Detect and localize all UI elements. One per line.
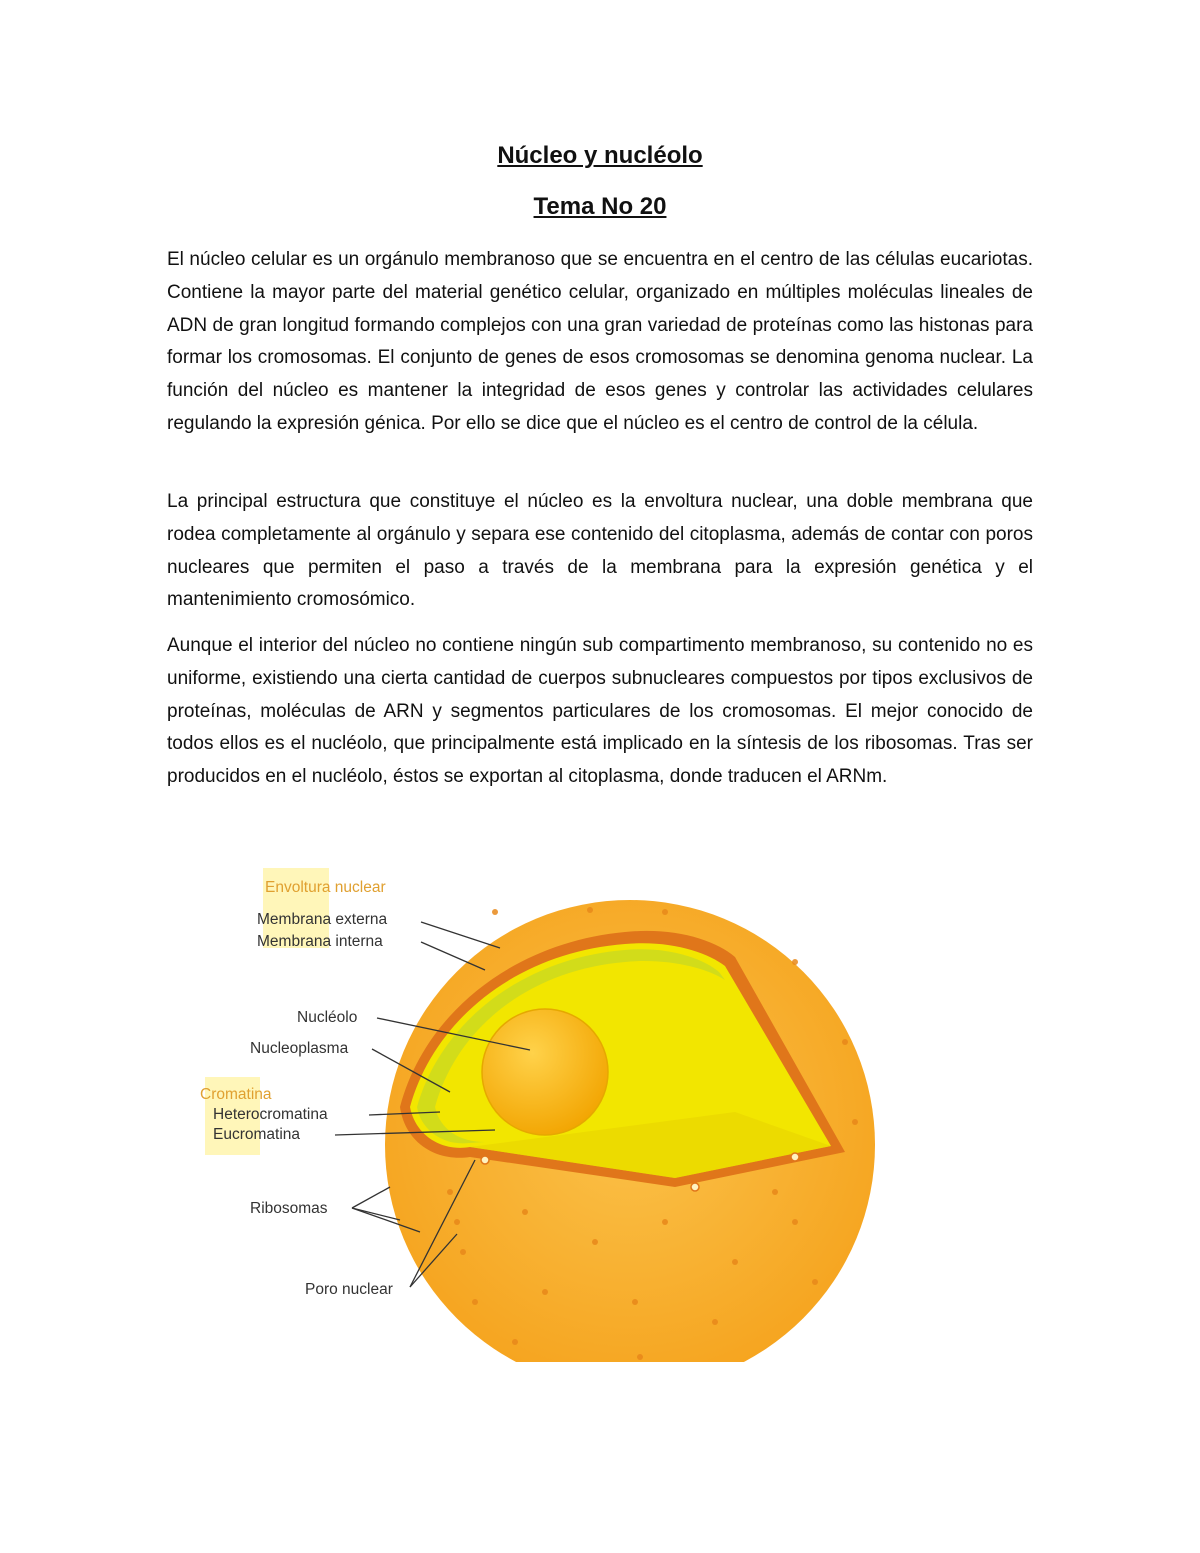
nuclear-pore-icon — [691, 1183, 699, 1191]
paragraph-3: Aunque el interior del núcleo no contiene ningún sub compartimento membranoso, su contenido no es uniforme, existiendo una cierta cantidad de cuerpos subnucleares compuestos por tipos exclusivos de proteínas, moléculas de ARN y segmentos particulares de los cromosomas. El mejor conocido de todos ellos es el nucléolo, que principalmente está implicado en la síntesis de los ribosomas. Tras ser producidos en el nucléolo, éstos se exportan al citoplasma, donde traducen el ARNm. — [167, 635, 1033, 788]
label-heterocromatina: Heterocromatina — [213, 1106, 328, 1123]
nuclear-pore-icon — [481, 1156, 489, 1164]
label-nucleoplasma: Nucleoplasma — [250, 1040, 349, 1057]
document-title: Núcleo y nucléolo — [497, 142, 703, 169]
label-nucleolo: Nucléolo — [297, 1009, 358, 1026]
body-text — [167, 244, 1033, 451]
paragraph-2: La principal estructura que constituye el núcleo es la envoltura nuclear, una doble membrana que rodea completamente al orgánulo y separa ese contenido del citoplasma, además de contar con poros nucleares que permiten el paso a través de la membrana para la expresión genética y el mantenimiento cromosómico. — [167, 491, 1033, 611]
body-text-2 — [167, 486, 1033, 627]
label-poro-nuclear: Poro nuclear — [305, 1281, 393, 1298]
label-membrana-interna: Membrana interna — [257, 933, 383, 950]
label-envoltura: Envoltura nuclear — [265, 879, 386, 896]
label-membrana-externa: Membrana externa — [257, 911, 388, 928]
label-eucromatina: Eucromatina — [213, 1126, 301, 1143]
label-cromatina: Cromatina — [200, 1086, 272, 1103]
body-text-3 — [167, 630, 1033, 804]
label-ribosomas: Ribosomas — [250, 1200, 328, 1217]
paragraph-1: El núcleo celular es un orgánulo membranoso que se encuentra en el centro de las células eucariotas. Contiene la mayor parte del material genético celular, organizado en múltiples moléculas lineales de ADN de gran longitud formando complejos con una gran variedad de proteínas como las histonas para formar los cromosomas. El conjunto de genes de esos cromosomas se denomina genoma nuclear. La función del núcleo es mantener la integridad de esos genes y controlar las actividades celulares regulando la expresión génica. Por ello se dice que el núcleo es el centro de control de la célula. — [167, 249, 1033, 434]
nuclear-pore-icon — [791, 1153, 799, 1161]
nucleus-diagram — [195, 862, 895, 1362]
document-subtitle: Tema No 20 — [533, 193, 667, 220]
